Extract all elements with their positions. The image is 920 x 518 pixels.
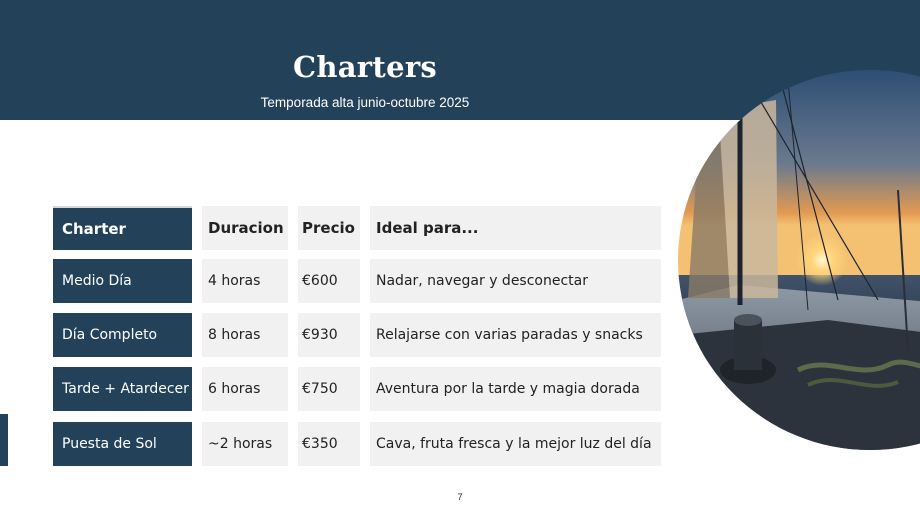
table-row-ideal: Relajarse con varias paradas y snacks (370, 313, 661, 357)
column-header-duration: Duracion (202, 206, 288, 250)
table-row-charter: Tarde + Atardecer (53, 367, 192, 411)
page-number: 7 (457, 492, 463, 502)
table-row-price: €600 (298, 259, 360, 303)
column-header-ideal: Ideal para... (370, 206, 661, 250)
table-row-price: €750 (298, 367, 360, 411)
table-row-duration: 4 horas (202, 259, 288, 303)
table-row-duration: ~2 horas (202, 422, 288, 466)
table-row-ideal: Aventura por la tarde y magia dorada (370, 367, 661, 411)
column-header-price: Precio (298, 206, 360, 250)
table-row-duration: 6 horas (202, 367, 288, 411)
table-row-charter: Día Completo (53, 313, 192, 357)
table-row-duration: 8 horas (202, 313, 288, 357)
table-row-ideal: Nadar, navegar y desconectar (370, 259, 661, 303)
table-row-charter: Puesta de Sol (53, 422, 192, 466)
column-header-charter: Charter (53, 206, 192, 250)
table-row-price: €930 (298, 313, 360, 357)
page-subtitle: Temporada alta junio-octubre 2025 (260, 95, 470, 110)
side-accent-bar (0, 414, 8, 466)
sailboat-photo-icon (678, 70, 920, 450)
sailboat-sunset-photo (678, 70, 920, 450)
table-row-price: €350 (298, 422, 360, 466)
table-row-ideal: Cava, fruta fresca y la mejor luz del día (370, 422, 661, 466)
table-row-charter: Medio Día (53, 259, 192, 303)
page-title: Charters (292, 50, 438, 84)
